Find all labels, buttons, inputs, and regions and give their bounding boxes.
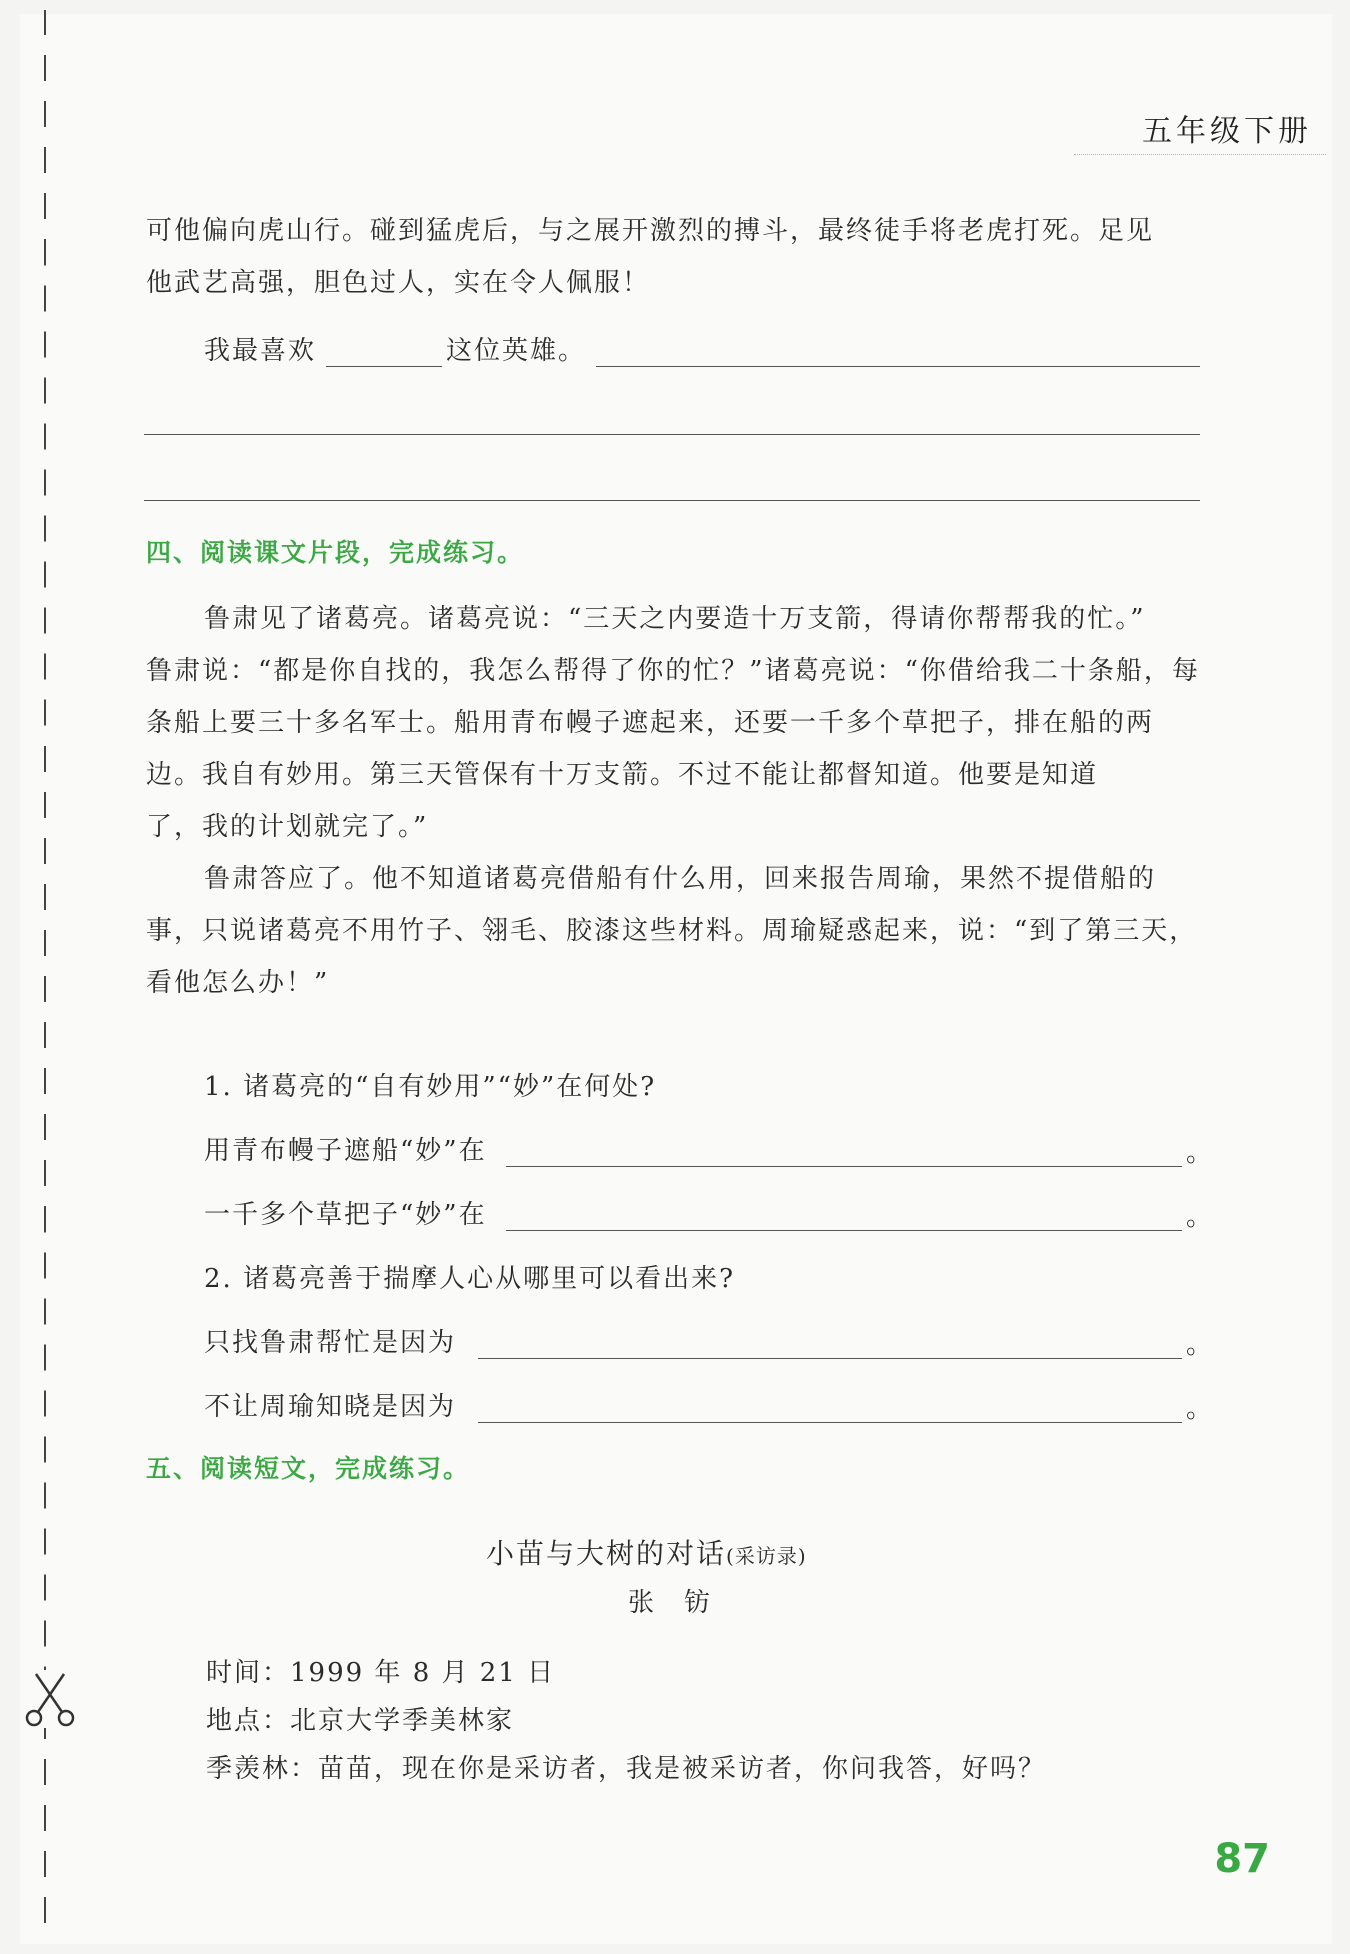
answer-line[interactable] xyxy=(506,1230,1182,1231)
scissors-icon xyxy=(22,1670,78,1728)
period: 。 xyxy=(1186,1330,1215,1360)
passage-line: 鲁肃见了诸葛亮。诸葛亮说：“三天之内要造十万支箭，得请你帮帮我的忙。” xyxy=(204,604,1146,634)
hero-blank[interactable] xyxy=(326,366,442,367)
question-1: 1. 诸葛亮的“自有妙用”“妙”在何处? xyxy=(204,1072,657,1102)
page-header xyxy=(1074,104,1326,155)
answer-line[interactable] xyxy=(506,1166,1182,1167)
paragraph-line: 他武艺高强，胆色过人，实在令人佩服！ xyxy=(146,268,651,298)
passage-line: 了，我的计划就完了。” xyxy=(146,812,429,842)
answer-line[interactable] xyxy=(144,500,1200,501)
passage-line: 鲁肃说：“都是你自找的，我怎么帮得了你的忙？”诸葛亮说：“你借给我二十条船，每 xyxy=(146,656,1200,686)
passage-line: 事，只说诸葛亮不用竹子、翎毛、胶漆这些材料。周瑜疑惑起来，说：“到了第三天， xyxy=(146,916,1198,946)
section-heading-5: 五、阅读短文，完成练习。 xyxy=(146,1454,471,1483)
interview-time: 时间：1999 年 8 月 21 日 xyxy=(206,1658,556,1688)
article-title-note: (采访录) xyxy=(726,1544,807,1568)
question-2b-prompt: 不让周瑜知晓是因为 xyxy=(204,1392,457,1422)
question-1a-prompt: 用青布幔子遮船“妙”在 xyxy=(204,1136,487,1166)
page-number: 87 xyxy=(1214,1836,1270,1882)
answer-line[interactable] xyxy=(478,1422,1182,1423)
answer-line[interactable] xyxy=(144,434,1200,435)
interview-dialog: 季羡林：苗苗，现在你是采访者，我是被采访者，你问我答，好吗？ xyxy=(206,1754,1047,1784)
article-author: 张 钫 xyxy=(628,1588,713,1618)
section-heading-4: 四、阅读课文片段，完成练习。 xyxy=(146,538,525,567)
interview-place: 地点：北京大学季美林家 xyxy=(206,1706,515,1736)
passage-line: 边。我自有妙用。第三天管保有十万支箭。不过不能让都督知道。他要是知道 xyxy=(146,760,1099,790)
question-2a-prompt: 只找鲁肃帮忙是因为 xyxy=(204,1328,457,1358)
paragraph-line: 可他偏向虎山行。碰到猛虎后，与之展开激烈的搏斗，最终徒手将老虎打死。足见 xyxy=(146,216,1155,246)
question-1b-prompt: 一千多个草把子“妙”在 xyxy=(204,1200,487,1230)
article-title xyxy=(486,1537,807,1570)
passage-line: 鲁肃答应了。他不知道诸葛亮借船有什么用，回来报告周瑜，果然不提借船的 xyxy=(204,864,1157,894)
fill-prompt-part1: 我最喜欢 xyxy=(204,336,317,366)
passage-line: 条船上要三十多名军士。船用青布幔子遮起来，还要一千多个草把子，排在船的两 xyxy=(146,708,1155,738)
passage-line: 看他怎么办！” xyxy=(146,968,330,998)
fill-prompt-part2: 这位英雄。 xyxy=(446,336,587,366)
answer-line[interactable] xyxy=(596,366,1200,367)
cut-line xyxy=(44,10,46,1935)
article-title-text: 小苗与大树的对话 xyxy=(486,1537,727,1570)
grade-label: 五年级下册 xyxy=(1142,114,1312,149)
period: 。 xyxy=(1186,1202,1215,1232)
question-2: 2. 诸葛亮善于揣摩人心从哪里可以看出来? xyxy=(204,1264,736,1294)
period: 。 xyxy=(1186,1394,1215,1424)
answer-line[interactable] xyxy=(478,1358,1182,1359)
period: 。 xyxy=(1186,1138,1215,1168)
